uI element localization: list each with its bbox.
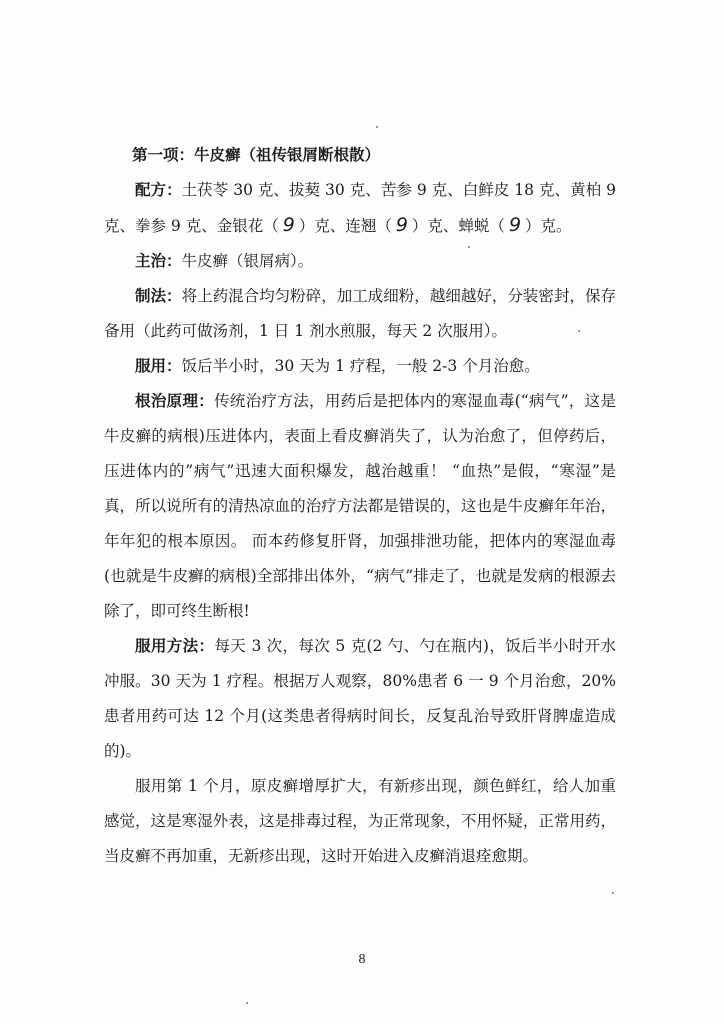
note-paragraph xyxy=(104,769,616,874)
scan-speck xyxy=(578,330,580,332)
document-body xyxy=(104,138,616,874)
formula-text-1: 土茯苓 30 克、拔葜 30 克、苦参 9 克、白鲜皮 18 克、黄柏 9 克、拳参 9 克、金银花（ xyxy=(104,181,616,235)
preparation-label: 制法： xyxy=(135,287,182,305)
preparation-text: 将上药混合均匀粉碎，加工成细粉，越细越好，分装密封，保存备用（此药可做汤剂，1 日 1 剂水煎服，每天 2 次服用）。 xyxy=(104,287,616,340)
usage-text: 饭后半小时，30 天为 1 疗程，一般 2-3 个月治愈。 xyxy=(181,357,540,375)
section-title xyxy=(132,138,616,173)
indication-paragraph xyxy=(104,244,616,279)
formula-text-2: ）克、连翘（ xyxy=(298,217,392,235)
method-label: 服用方法： xyxy=(135,637,215,655)
page-number: 8 xyxy=(358,952,366,967)
scan-speck xyxy=(468,246,470,248)
title-subtitle: （祖传银屑断根散） xyxy=(240,146,381,164)
formula-label: 配方： xyxy=(135,181,182,199)
indication-text: 牛皮癣（银屑病）。 xyxy=(181,252,314,270)
handwritten-amount-3: 9 xyxy=(508,214,522,236)
principle-paragraph xyxy=(104,384,616,629)
scan-speck xyxy=(612,892,614,894)
method-paragraph xyxy=(104,629,616,769)
handwritten-amount-2: 9 xyxy=(395,214,408,236)
usage-paragraph xyxy=(104,349,616,384)
scan-speck xyxy=(246,1002,248,1004)
handwritten-amount-1: 9 xyxy=(282,214,295,236)
principle-text: 传统治疗方法，用药后是把体内的寒湿血毒(“病气”，这是牛皮癣的病根)压进体内，表面上看皮癣消失了，认为治愈了，但停药后，压进体内的”病气”迅速大面积爆发，越治越重！ “血热”是假，“寒湿”是真，所以说所有的清热凉血的治疗方法都是错误的，这也是牛皮癣年年治，年年犯的根本原因。 而本药修复肝肾，加强排泄功能，把体内的寒湿血毒(也就是牛皮癣的病根)全部排出体外，“病气”排走了，也就是发病的根源去除了，即可终生断根! xyxy=(104,392,616,620)
principle-label: 根治原理： xyxy=(135,392,215,410)
scan-speck xyxy=(376,126,378,128)
formula-text-3: ）克、蝉蜕（ xyxy=(411,217,505,235)
note-text: 服用第 1 个月，原皮癣增厚扩大，有新疹出现，颜色鲜红，给人加重感觉，这是寒湿外表，这是排毒过程，为正常现象，不用怀疑，正常用药，当皮癣不再加重，无新疹出现，这时开始进入皮癣消退痊愈期。 xyxy=(104,777,616,865)
indication-label: 主治： xyxy=(135,252,182,270)
method-text: 每天 3 次，每次 5 克(2 勺、勺在瓶内)，饭后半小时开水冲服。30 天为 1 疗程。根据万人观察，80%患者 6 一 9 个月治愈，20%患者用药可达 12 个月(这类患者得病时间长，反复乱治导致肝肾脾虚造成的)。 xyxy=(104,637,616,760)
formula-paragraph xyxy=(104,173,616,244)
preparation-paragraph xyxy=(104,279,616,349)
title-label: 第一项：牛皮癣 xyxy=(132,146,241,164)
formula-text-4: ）克。 xyxy=(525,217,572,235)
usage-label: 服用： xyxy=(135,357,182,375)
